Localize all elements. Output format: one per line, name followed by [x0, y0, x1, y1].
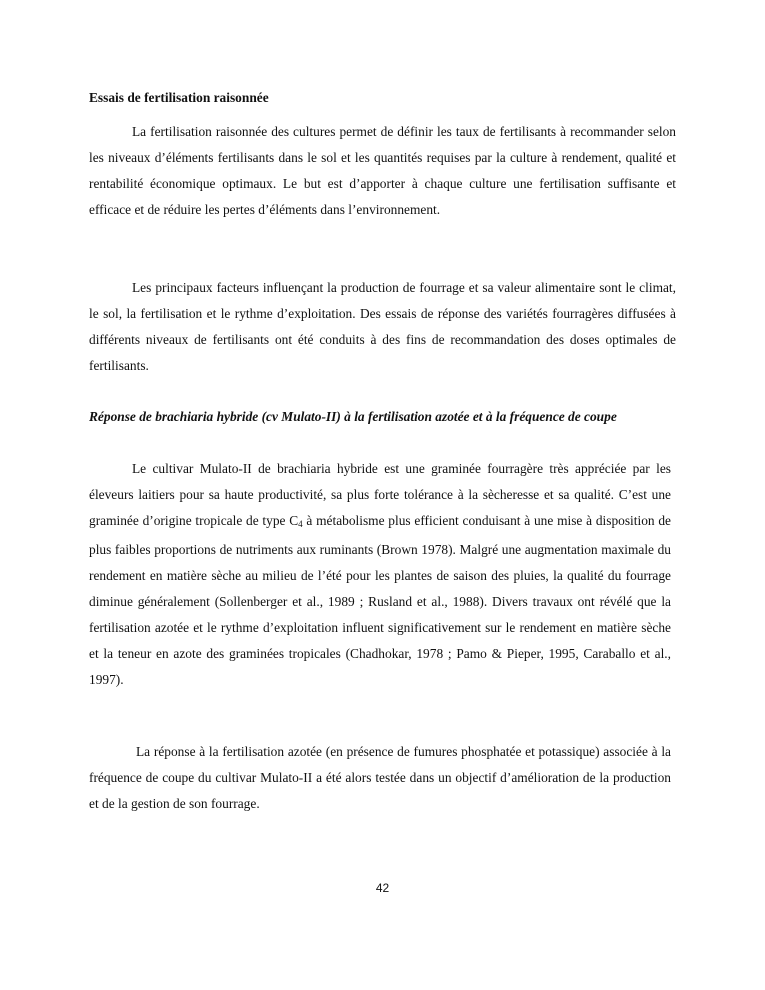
paragraph-mulato-text-part2: à métabolisme plus efficient conduisant à une mise à disposition de plus faibles proportions de nutriments aux ruminants (Brown 1978). Malgré une augmentation maximale du rendement en matière sèche au milieu de l’été pour les plantes de saison des pluies, la qualité du fourrage diminue généralement (Sollenberger et al., 1989 ; Rusland et al., 1988). Divers travaux ont révélé que la fertilisation azotée et le rythme d’exploitation influent significativement sur le rendement en matière sèche et la teneur en azote des graminées tropicales (Chadhokar, 1978 ; Pamo & Pieper, 1995, Caraballo et al., 1997).: [89, 513, 671, 687]
paragraph-mulato-text-part1: Le cultivar Mulato-II de brachiaria hybride est une graminée fourragère très appréciée par les éleveurs laitiers pour sa haute productivité, sa plus forte tolérance à la sècheresse et sa qualité. C’est une graminée d’origine tropicale de type C: [89, 461, 671, 528]
paragraph-nitrogen-response-test: La réponse à la fertilisation azotée (en présence de fumures phosphatée et potassique) associée à la fréquence de coupe du cultivar Mulato-II a été alors testée dans un objectif d’amélioration de la production et de la gestion de son fourrage.: [89, 744, 671, 811]
paragraph-fertilisation-definition: La fertilisation raisonnée des cultures permet de définir les taux de fertilisants à recommander selon les niveaux d’éléments fertilisants dans le sol et les quantités requises par la culture à rendement, qualité et rentabilité économique optimaux. Le but est d’apporter à chaque culture une fertilisation suffisante et efficace et de réduire les pertes d’éléments dans l’environnement.: [89, 124, 676, 217]
c4-subscript: 4: [298, 519, 303, 529]
section-heading-fertilisation: Essais de fertilisation raisonnée: [89, 90, 269, 105]
paragraph-mulato-description: [89, 456, 671, 693]
page-number: 42: [375, 881, 390, 895]
paragraph-production-factors: Les principaux facteurs influençant la production de fourrage et sa valeur alimentaire sont le climat, le sol, la fertilisation et le rythme d’exploitation. Des essais de réponse des variétés fourragères diffusées à différents niveaux de fertilisants ont été conduits à des fins de recommandation des doses optimales de fertilisants.: [89, 280, 676, 373]
section-heading-mulato-response: Réponse de brachiaria hybride (cv Mulato-II) à la fertilisation azotée et à la fréquence de coupe: [89, 409, 617, 424]
